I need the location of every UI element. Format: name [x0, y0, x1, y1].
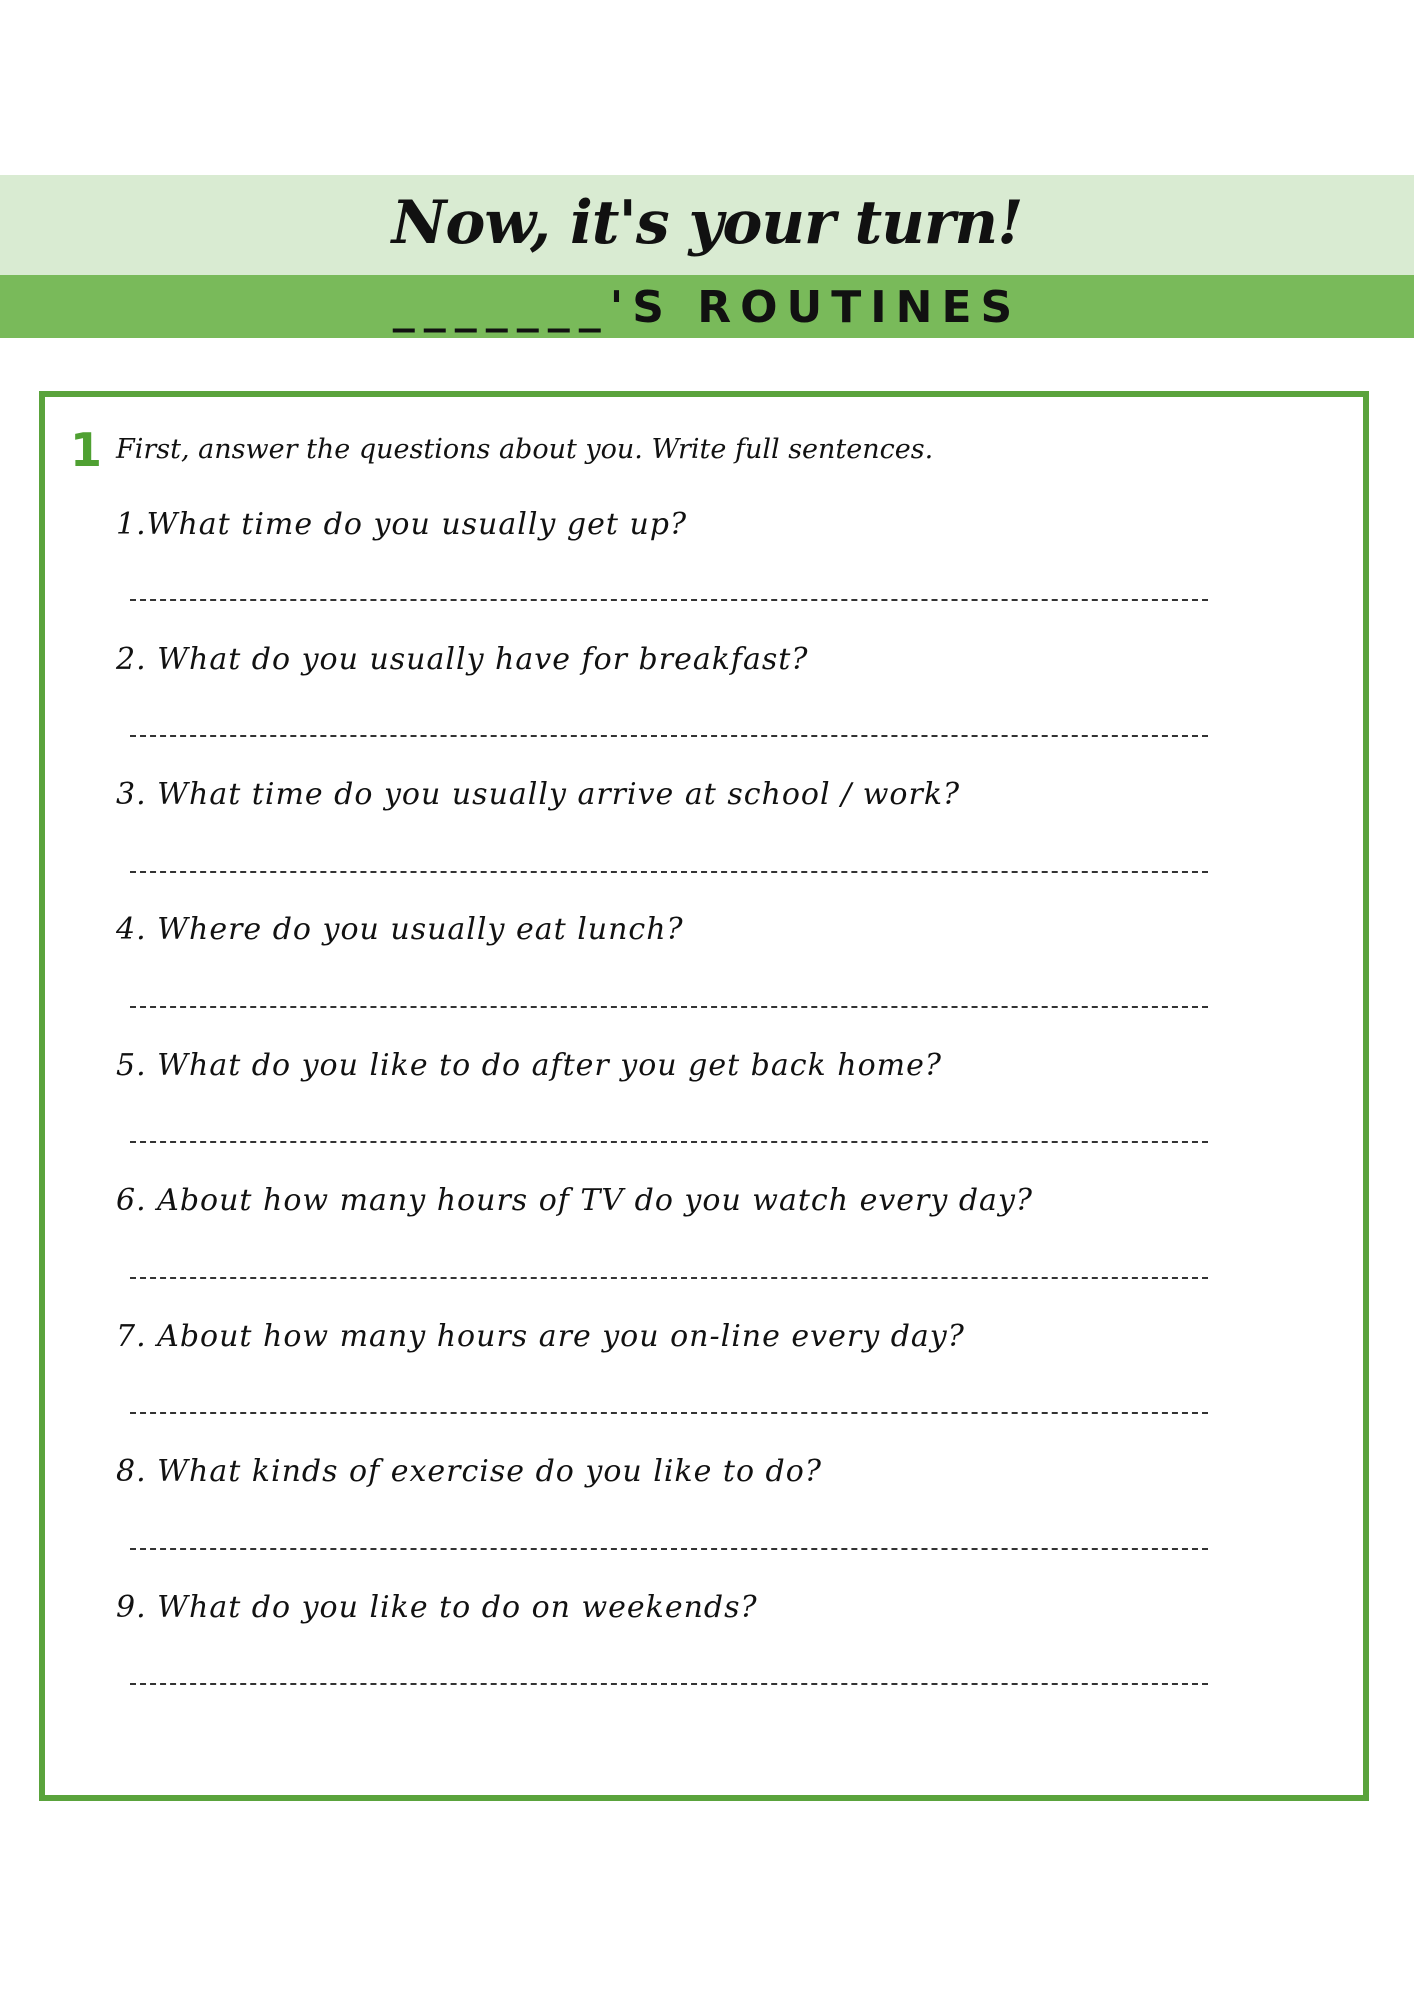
question-7: 7. About how many hours are you on-line every day? — [116, 1319, 965, 1354]
answer-line-3[interactable] — [130, 871, 1208, 873]
question-9: 9. What do you like to do on weekends? — [116, 1590, 758, 1625]
question-3: 3. What time do you usually arrive at school / work? — [116, 777, 961, 812]
answer-line-4[interactable] — [130, 1006, 1208, 1008]
page-title: Now, it's your turn! — [391, 188, 1023, 258]
answer-line-8[interactable] — [130, 1548, 1208, 1550]
question-1: 1.What time do you usually get up? — [116, 507, 688, 542]
answer-line-9[interactable] — [130, 1683, 1208, 1685]
answer-line-1[interactable] — [130, 599, 1208, 601]
exercise-instruction: First, answer the questions about you. Write full sentences. — [116, 434, 934, 465]
answer-line-7[interactable] — [130, 1412, 1208, 1414]
exercise-number: 1 — [70, 423, 103, 477]
answer-line-6[interactable] — [130, 1277, 1208, 1279]
question-4: 4. Where do you usually eat lunch? — [116, 912, 684, 947]
answer-line-2[interactable] — [130, 735, 1208, 737]
question-6: 6. About how many hours of TV do you watch every day? — [116, 1183, 1033, 1218]
routine-heading: _______'S ROUTINES — [392, 282, 1022, 333]
question-2: 2. What do you usually have for breakfast? — [116, 642, 809, 677]
answer-line-5[interactable] — [130, 1141, 1208, 1143]
question-5: 5. What do you like to do after you get back home? — [116, 1048, 942, 1083]
question-8: 8. What kinds of exercise do you like to do? — [116, 1454, 822, 1489]
